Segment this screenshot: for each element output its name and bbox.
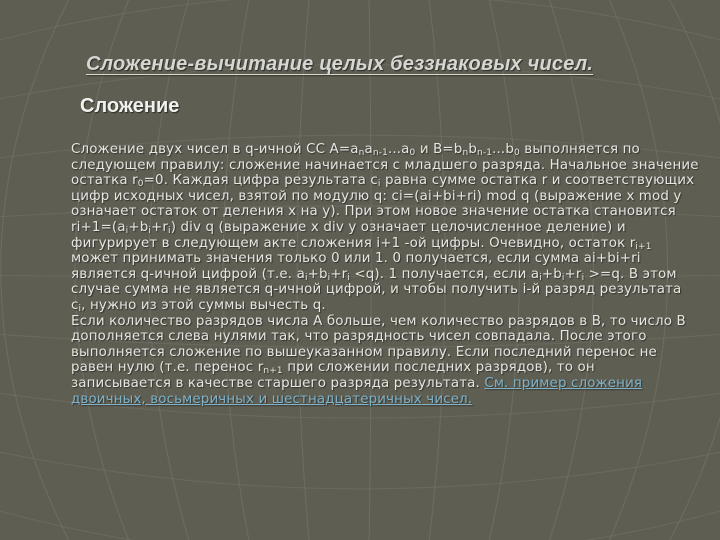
paragraph-addition-rule: Сложение двух чисел в q-ичной СС $A=a_na_{n-1}...a_0$ и $B=b_nb_{n-1}...b_0$ выполняется по следующем правилу: сложение начинается с младшего разряда. Начальное значение остатка $r_0=0$. Каждая цифра результата $c_i$ равна сумме остатка r и соответствующих цифр исходных чисел, взятой по модулю q: ci=(ai+bi+ri) mod q (выражение x mod y означает остаток от деления x на y). При этом новое значение остатка становится $ri+1=(a_i+b_i+r_i)$ div q (выражение x div y означает целочисленное деление) и фигурирует в следующем акте сложения i+1 -ой цифры. Очевидно, остаток $r_{i+1}$ может принимать значения только 0 или 1. 0 получается, если сумма ai+bi+ri является q-ичной цифрой (т.е. $a_i+b_i+r_i <q$). 1 получается, если $a_i+b_i+r_i >=q$. В этом случае сумма не является q-ичной цифрой, и чтобы получить i-й разряд результата $c_i$, нужно из этой суммы вычесть q.: [71, 142, 699, 314]
background-curve: [0, 508, 720, 540]
slide-title: Сложение-вычитание целых беззнаковых чисел.: [86, 53, 594, 75]
examples-link[interactable]: См. пример сложения двоичных, восьмеричных и шестнадцатеричных чисел.: [71, 375, 643, 407]
paragraph-digit-alignment: Если количество разрядов числа А больше, чем количество разрядов в В, то число В дополняется слева нулями так, что разрядность чисел совпадала. После этого выполняется сложение по вышеуказанном правилу. Если последний перенос не равен нулю (т.е. перенос $r_{n+1}$ при сложении последних разрядов), то он записывается в качестве старшего разряда результата. См. пример сложения двоичных, восьмеричных и шестнадцатеричных чисел.: [71, 313, 686, 407]
section-heading: Сложение: [80, 95, 180, 117]
body-text: [71, 142, 699, 407]
